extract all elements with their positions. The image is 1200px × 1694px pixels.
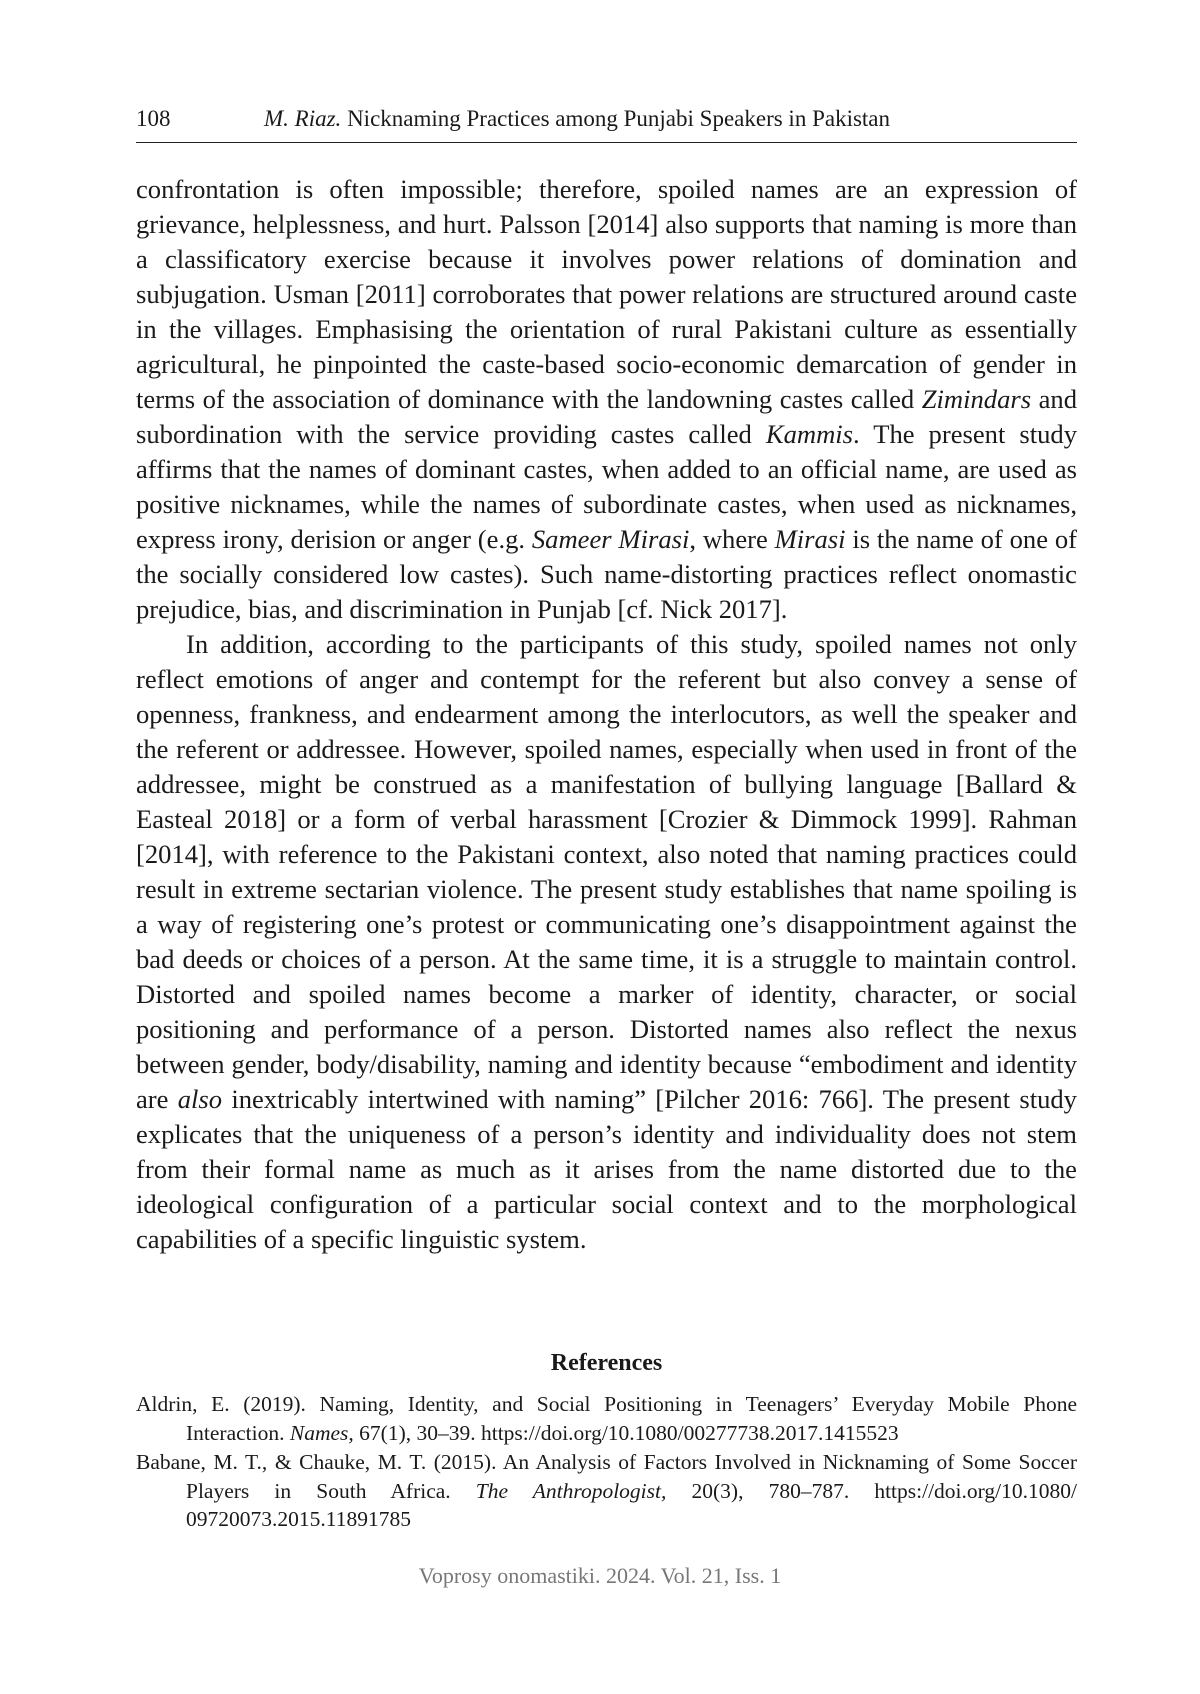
p1-text-d: , where: [689, 524, 775, 554]
header-author: M. Riaz.: [264, 106, 342, 131]
p2-italic-also: also: [177, 1084, 223, 1114]
header-title: Nicknaming Practices among Punjabi Speakers in Pakistan: [347, 106, 891, 131]
p1-italic-mirasi: Mirasi: [774, 524, 846, 554]
references-list: [136, 1390, 1077, 1535]
reference-journal: Names,: [289, 1420, 354, 1445]
p1-italic-sameer-mirasi: Sameer Mirasi: [531, 524, 690, 554]
running-title: [264, 106, 890, 132]
p1-text-e: is the name of one of the socially considered low castes). Such name-distorting practices reflect onomastic prejudice, bias, and discrimination in Punjab [cf. Nick 2017].: [136, 524, 1077, 624]
p1-italic-zimindars: Zimindars: [921, 384, 1032, 414]
paragraph-1: [136, 172, 1077, 627]
reference-item: Aldrin, E. (2019). Naming, Identity, and Social Positioning in Teenagers’ Everyday Mobile Phone Interaction. Names, 67(1), 30–39. https://doi.org/10.1080/00277738.2017.1415523: [136, 1392, 1077, 1445]
p1-text-c: . The present study affirms that the names of dominant castes, when added to an official name, are used as positive nicknames, while the names of subordinate castes, when used as nicknames, express irony, derision or anger (e.g.: [136, 419, 1077, 554]
p1-italic-kammis: Kammis: [765, 419, 854, 449]
body-text: [136, 172, 1077, 1257]
paragraph-2: [136, 627, 1077, 1257]
page-footer: Voprosy onomastiki. 2024. Vol. 21, Iss. 1: [418, 1563, 782, 1588]
page-number: 108: [136, 106, 171, 131]
p1-text-b: and subordination with the service providing castes called: [136, 384, 1078, 449]
p1-text-a: confrontation is often impossible; therefore, spoiled names are an expression of grievance, helplessness, and hurt. Palsson [2014] also supports that naming is more than a classificatory exercise because it involves power relations of domination and subjugation. Usman [2011] corroborates that power relations are structured around caste in the villages. Emphasising the orientation of rural Pakistani culture as essentially agricultural, he pinpointed the caste-based socio-economic demarcation of gender in terms of the association of dominance with the landowning castes called: [136, 174, 1077, 414]
reference-journal: The Anthropologist,: [475, 1478, 667, 1503]
reference-item: Babane, M. T., & Chauke, M. T. (2015). An Analysis of Factors Involved in Nicknaming of Some Soccer Players in South Africa. The Anthropologist, 20(3), 780–787. https://doi.org/10.1080/ 09720073.2015.11891785: [136, 1450, 1077, 1531]
p2-text-b: inextricably intertwined with naming” [Pilcher 2016: 766]. The present study explicates that the uniqueness of a person’s identity and individuality does not stem from their formal name as much as it arises from the name distorted due to the ideological configuration of a particular social context and to the morphological capabilities of a specific linguistic system.: [136, 1084, 1077, 1254]
running-header: [136, 102, 1077, 143]
references-heading: References: [550, 1350, 663, 1376]
p2-text-a: In addition, according to the participants of this study, spoiled names not only reflect emotions of anger and contempt for the referent but also convey a sense of openness, frankness, and endearment among the interlocutors, as well the speaker and the referent or addressee. However, spoiled names, especially when used in front of the addressee, might be construed as a manifestation of bullying language [Ballard & Easteal 2018] or a form of verbal harassment [Crozier & Dimmock 1999]. Rahman [2014], with reference to the Pakistani context, also noted that naming practices could result in extreme sectarian violence. The present study establishes that name spoiling is a way of registering one’s protest or communicating one’s disappointment against the bad deeds or choices of a person. At the same time, it is a struggle to maintain control. Distorted and spoiled names become a marker of identity, character, or social positioning and performance of a person. Distorted names also reflect the nexus between gender, body/disability, naming and identity because “embodiment and identity are: [136, 629, 1077, 1114]
